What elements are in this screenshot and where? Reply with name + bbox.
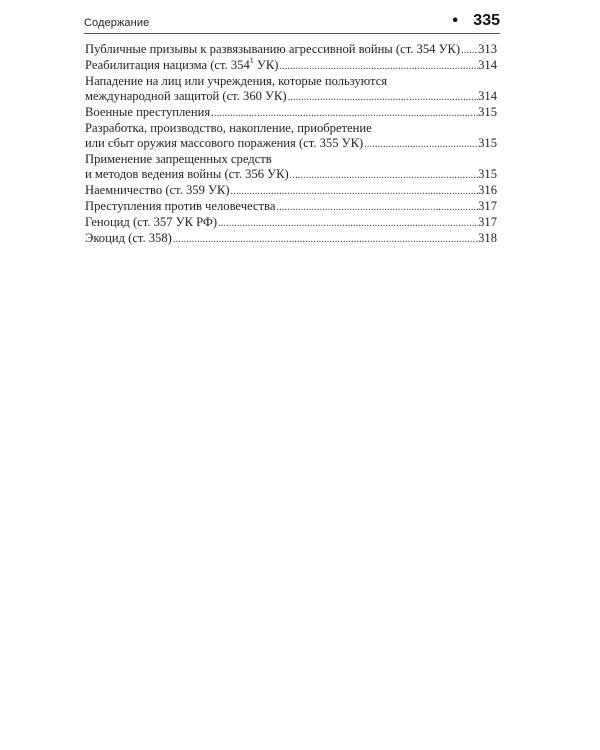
toc-entry-first-line (85, 74, 497, 89)
toc-page-number: 314 (478, 58, 497, 72)
toc-entry-title: Военные преступления (85, 105, 211, 119)
toc-entry-line (85, 199, 497, 215)
toc-entry[interactable] (85, 121, 497, 152)
toc-entry-title: Геноцид (ст. 357 УК РФ) (85, 215, 218, 229)
header-rule (84, 33, 500, 34)
toc-entry-title: и методов ведения войны (ст. 356 УК) (85, 167, 289, 181)
toc-entry-title: международной защитой (ст. 360 УК) (85, 89, 287, 103)
table-of-contents (85, 42, 497, 247)
toc-page-number: 318 (478, 231, 497, 245)
toc-entry[interactable] (85, 183, 497, 199)
toc-entry[interactable] (85, 74, 497, 105)
dot-leader (460, 43, 478, 58)
toc-entry-first-line (85, 121, 497, 136)
toc-page-number: 315 (478, 105, 497, 119)
toc-page-number: 315 (478, 136, 497, 150)
toc-entry-title-line: Применение запрещенных средств (85, 152, 272, 166)
toc-entry[interactable] (85, 199, 497, 215)
dot-leader (289, 168, 478, 183)
bullet-mark: • (452, 12, 458, 29)
toc-page-number: 315 (478, 167, 497, 181)
toc-entry[interactable] (85, 231, 497, 247)
section-title: Содержание (84, 17, 150, 29)
toc-entry-line (85, 55, 497, 74)
page-number: 335 (473, 12, 500, 29)
toc-page-number: 313 (478, 42, 497, 56)
toc-entry-line (85, 89, 497, 105)
toc-page-number: 317 (478, 215, 497, 229)
toc-entry-line (85, 105, 497, 121)
toc-entry-title: Наемничество (ст. 359 УК) (85, 183, 230, 197)
dot-leader (210, 106, 478, 121)
toc-entry[interactable] (85, 55, 497, 74)
toc-page-number: 316 (478, 183, 497, 197)
toc-entry-title: или сбыт оружия массового поражения (ст. 355 УК) (85, 136, 364, 150)
dot-leader (217, 216, 478, 231)
dot-leader (172, 232, 478, 247)
toc-entry-title-text: Реабилитация нацизма (ст. 354 (85, 58, 250, 72)
dot-leader (230, 184, 479, 199)
dot-leader (287, 90, 479, 105)
toc-entry-line (85, 136, 497, 152)
toc-entry-title-line: Разработка, производство, накопление, приобретение (85, 121, 372, 135)
toc-entry-title (85, 55, 279, 73)
toc-entry-title: Преступления против человечества (85, 199, 276, 213)
toc-entry-line (85, 42, 497, 58)
toc-entry[interactable] (85, 152, 497, 183)
toc-page-number: 317 (478, 199, 497, 213)
toc-entry-title-tail: УК) (253, 58, 279, 72)
running-head (84, 10, 500, 32)
toc-entry[interactable] (85, 42, 497, 58)
toc-entry-line (85, 183, 497, 199)
toc-entry[interactable] (85, 105, 497, 121)
toc-entry-title: Экоцид (ст. 358) (85, 231, 172, 245)
dot-leader (275, 200, 478, 215)
toc-entry[interactable] (85, 215, 497, 231)
toc-entry-line (85, 167, 497, 183)
toc-entry-first-line (85, 152, 497, 167)
dot-leader (363, 137, 478, 152)
toc-entry-superscript: 1 (249, 55, 254, 65)
dot-leader (278, 59, 478, 74)
toc-entry-line (85, 215, 497, 231)
toc-entry-title-line: Нападение на лиц или учреждения, которые пользуются (85, 74, 388, 88)
toc-entry-line (85, 231, 497, 247)
toc-entry-title: Публичные призывы к развязыванию агрессивной войны (ст. 354 УК) (85, 42, 461, 56)
toc-page-number: 314 (478, 89, 497, 103)
